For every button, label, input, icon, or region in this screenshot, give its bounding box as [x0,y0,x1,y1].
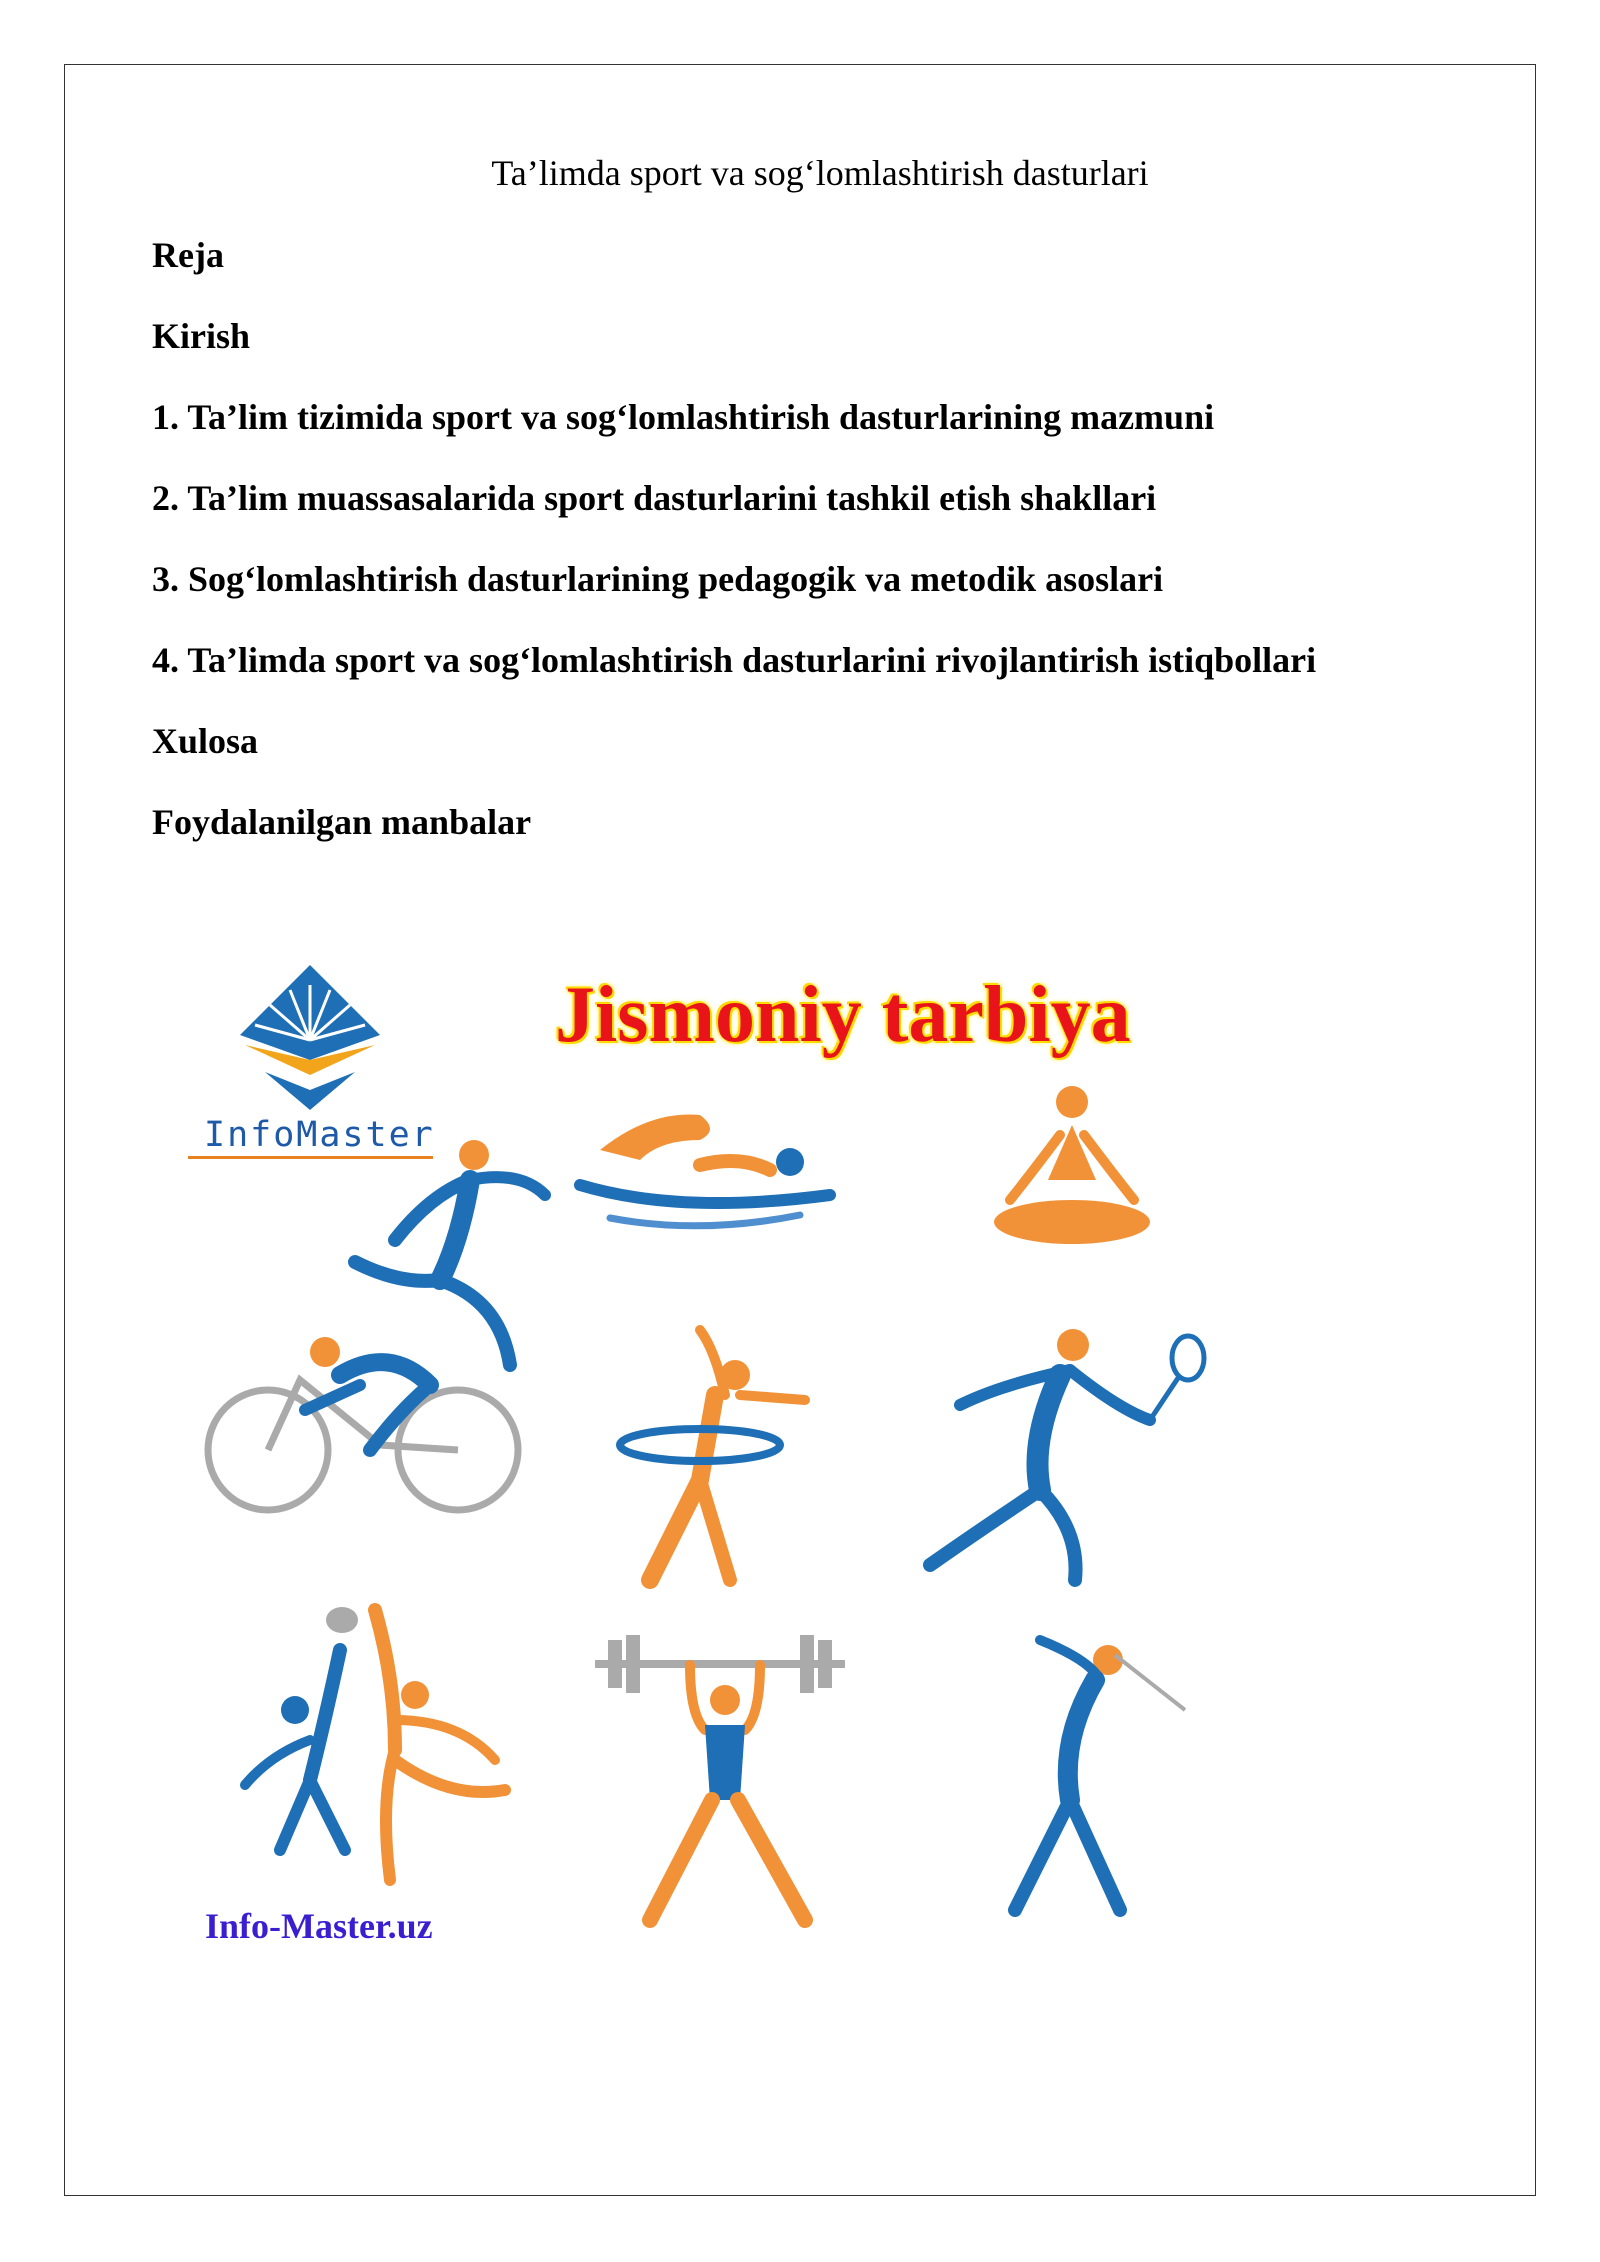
plan-item-4: 4. Ta’limda sport va sog‘lomlashtirish dasturlarini rivojlantirish istiqbollari [152,640,1317,680]
watermark-text: Info-Master.uz [205,1906,433,1946]
plan-item-1: 1. Ta’lim tizimida sport va sog‘lomlashtirish dasturlarining mazmuni [152,397,1215,437]
swimmer-icon [580,1114,830,1225]
runner-icon [355,1140,545,1365]
sports-illustration [180,955,1240,1965]
plan-heading: Reja [152,235,224,275]
hula-hoop-icon [620,1330,805,1580]
volleyball-icon [245,1607,505,1880]
infomaster-logo-icon [240,965,380,1110]
golfer-icon [1015,1640,1185,1910]
plan-item-3: 3. Sog‘lomlashtirish dasturlarining pedagogik va metodik asoslari [152,559,1164,599]
logo-underline [188,1156,433,1159]
logo-text: InfoMaster [204,1115,435,1155]
yoga-icon [994,1086,1150,1244]
plan-item-conclusion: Xulosa [152,721,259,761]
document-title: Ta’limda sport va sog‘lomlashtirish dasturlari [491,153,1149,193]
illustration-banner: Jismoniy tarbiya [555,971,1131,1059]
weightlifter-icon [595,1635,845,1920]
cyclist-icon [208,1337,518,1510]
plan-item-intro: Kirish [152,316,251,356]
tennis-icon [930,1329,1204,1580]
plan-item-2: 2. Ta’lim muassasalarida sport dasturlarini tashkil etish shakllari [152,478,1157,518]
plan-item-references: Foydalanilgan manbalar [152,802,532,842]
